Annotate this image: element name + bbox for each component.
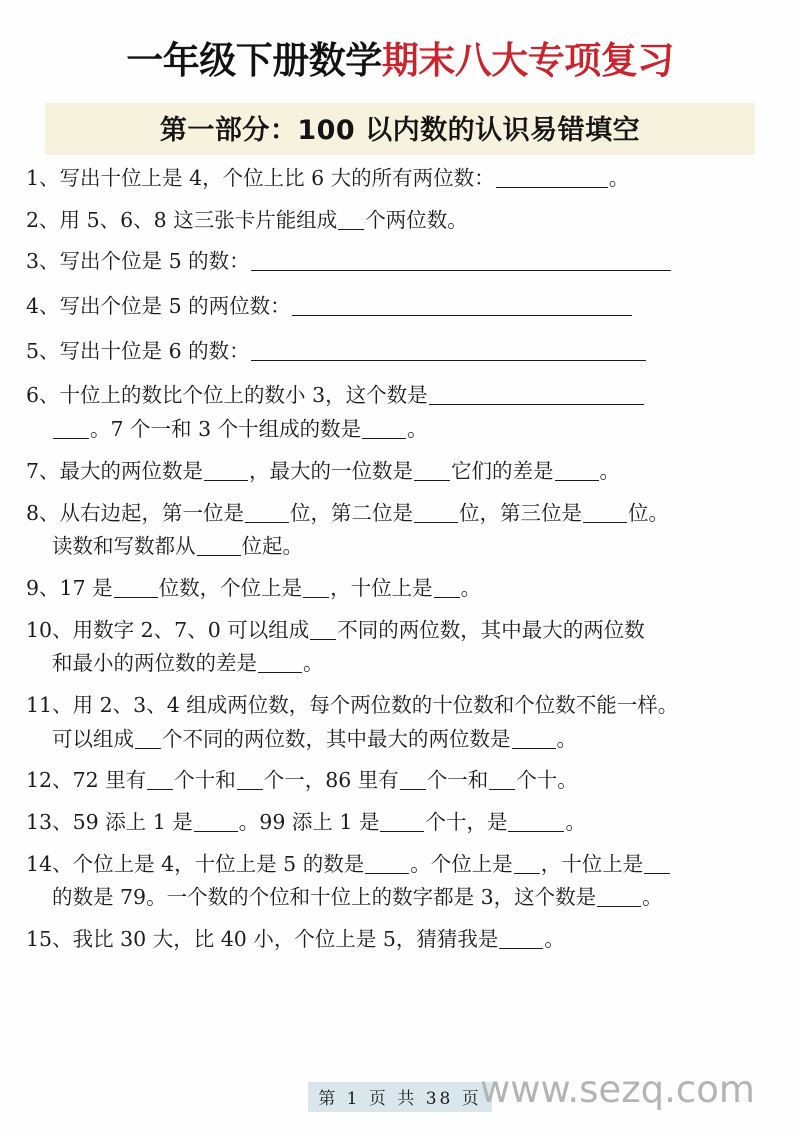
question-text-12a: 72 里有 xyxy=(72,768,147,793)
question-list xyxy=(26,164,778,967)
answer-blank[interactable] xyxy=(292,315,632,316)
question-item-7 xyxy=(26,457,778,486)
page-title-black: 一年级下册数学 xyxy=(126,39,382,82)
question-text-13d: 。 xyxy=(565,810,586,834)
question-text-13b: 。99 添上 1 是 xyxy=(238,810,380,834)
answer-blank[interactable] xyxy=(251,270,671,271)
question-item-5 xyxy=(26,337,778,366)
answer-blank[interactable] xyxy=(644,873,670,874)
answer-blank[interactable] xyxy=(496,187,608,188)
answer-blank[interactable] xyxy=(512,748,556,749)
question-text-7d: 。 xyxy=(599,458,621,483)
question-line-6-2 xyxy=(26,415,778,444)
answer-blank[interactable] xyxy=(135,748,161,749)
question-item-11 xyxy=(26,691,778,753)
question-text-6b: 。7 个一和 3 个十组成的数是 xyxy=(90,417,362,442)
question-text-9a: 17 是 xyxy=(59,575,113,600)
answer-blank[interactable] xyxy=(258,672,302,673)
question-item-15 xyxy=(26,925,778,954)
answer-blank[interactable] xyxy=(245,522,289,523)
question-item-9 xyxy=(26,574,778,603)
answer-blank[interactable] xyxy=(310,639,336,640)
question-text-14a: 个位上是 4，十位上是 5 的数是 xyxy=(72,851,365,876)
question-text-8f: 位起。 xyxy=(241,534,303,559)
question-text-9d: 。 xyxy=(460,575,482,600)
answer-blank[interactable] xyxy=(237,789,263,790)
question-text-10b: 不同的两位数，其中最大的两位数 xyxy=(337,617,645,642)
answer-blank[interactable] xyxy=(514,873,540,874)
question-text-14e: 。 xyxy=(642,885,663,910)
question-text-15b: 。 xyxy=(544,927,565,952)
question-text-11a: 用 2、3、4 组成两位数，每个两位数的十位数和个位数不能一样。 xyxy=(72,692,679,717)
question-text-12b: 个十和 xyxy=(174,768,236,793)
answer-blank[interactable] xyxy=(251,360,646,361)
question-number-6: 6、 xyxy=(26,383,60,408)
page-title xyxy=(0,40,800,83)
question-number-4: 4、 xyxy=(26,294,60,319)
answer-blank[interactable] xyxy=(197,555,241,556)
question-item-12 xyxy=(26,766,778,795)
answer-blank[interactable] xyxy=(429,404,644,405)
answer-blank[interactable] xyxy=(303,597,329,598)
question-text-7b: ，最大的一位数是 xyxy=(249,458,414,483)
answer-blank[interactable] xyxy=(53,438,89,439)
question-number-15: 15、 xyxy=(26,927,73,952)
question-text-12c: 个一，86 里有 xyxy=(263,768,399,793)
answer-blank[interactable] xyxy=(400,789,426,790)
question-line-11-2 xyxy=(26,725,778,754)
answer-blank[interactable] xyxy=(204,480,248,481)
question-text-3a: 写出个位是 5 的数： xyxy=(59,249,250,274)
answer-blank[interactable] xyxy=(555,480,599,481)
question-text-10a: 用数字 2、7、0 可以组成 xyxy=(72,617,310,642)
question-number-7: 7、 xyxy=(26,458,60,483)
question-number-1: 1、 xyxy=(26,166,60,190)
question-line-14-2 xyxy=(26,883,778,912)
answer-blank[interactable] xyxy=(414,522,458,523)
question-item-8 xyxy=(26,499,778,561)
question-number-2: 2、 xyxy=(26,207,60,232)
question-text-2a: 用 5、6、8 这三张卡片能组成 xyxy=(59,207,338,232)
page-number-label: 第 1 页 共 38 页 xyxy=(308,1082,491,1112)
question-text-13c: 个十，是 xyxy=(425,810,508,834)
question-item-4 xyxy=(26,292,778,321)
question-text-14c: ，十位上是 xyxy=(540,851,644,876)
question-text-10c: 和最小的两位数的差是 xyxy=(52,651,257,676)
question-text-11b: 可以组成 xyxy=(52,726,134,751)
answer-blank[interactable] xyxy=(597,906,641,907)
question-text-5a: 写出十位是 6 的数： xyxy=(59,338,250,363)
question-number-14: 14、 xyxy=(26,851,73,876)
question-number-13: 13、 xyxy=(26,810,73,834)
question-item-13 xyxy=(26,808,778,837)
question-text-12d: 个一和 xyxy=(426,768,489,793)
question-number-10: 10、 xyxy=(26,617,73,642)
question-item-2 xyxy=(26,206,778,235)
question-text-8c: 位，第三位是 xyxy=(459,500,583,525)
question-text-10d: 。 xyxy=(303,651,324,676)
question-number-5: 5、 xyxy=(26,338,60,363)
question-text-9b: 位数，个位上是 xyxy=(158,575,303,600)
question-text-14d: 的数是 79。一个数的个位和十位上的数字都是 3，这个数是 xyxy=(52,885,597,910)
question-item-14 xyxy=(26,850,778,912)
question-text-8d: 位。 xyxy=(628,500,670,525)
question-number-3: 3、 xyxy=(26,249,60,274)
question-text-11c: 个不同的两位数，其中最大的两位数是 xyxy=(162,726,511,751)
question-text-4a: 写出个位是 5 的两位数： xyxy=(59,294,291,319)
question-text-9c: ，十位上是 xyxy=(330,575,433,600)
answer-blank[interactable] xyxy=(365,873,409,874)
question-text-6c: 。 xyxy=(407,417,428,442)
answer-blank[interactable] xyxy=(338,229,364,230)
answer-blank[interactable] xyxy=(499,948,543,949)
question-line-8-2 xyxy=(26,532,778,561)
question-text-7c: 它们的差是 xyxy=(451,458,554,483)
answer-blank[interactable] xyxy=(583,522,627,523)
question-number-11: 11、 xyxy=(26,692,73,717)
answer-blank[interactable] xyxy=(114,597,158,598)
question-text-6a: 十位上的数比个位上的数小 3，这个数是 xyxy=(59,383,428,408)
answer-blank[interactable] xyxy=(194,831,238,832)
question-text-11d: 。 xyxy=(556,726,577,751)
answer-blank[interactable] xyxy=(147,789,173,790)
question-item-6 xyxy=(26,381,778,443)
answer-blank[interactable] xyxy=(489,789,515,790)
question-number-9: 9、 xyxy=(26,575,60,600)
site-watermark: www.sezq.com xyxy=(480,1068,755,1111)
section-subtitle: 第一部分：100 以内数的认识易错填空 xyxy=(159,115,641,146)
question-text-15a: 我比 30 大，比 40 小，个位上是 5，猜猜我是 xyxy=(72,927,499,952)
question-text-7a: 最大的两位数是 xyxy=(59,458,204,483)
question-line-10-2 xyxy=(26,649,778,678)
question-text-8b: 位，第二位是 xyxy=(290,500,414,525)
answer-blank[interactable] xyxy=(508,831,564,832)
question-text-14b: 。个位上是 xyxy=(410,851,513,876)
question-item-10 xyxy=(26,616,778,678)
question-item-3 xyxy=(26,247,778,276)
question-text-8a: 从右边起，第一位是 xyxy=(59,500,245,525)
question-text-13a: 59 添上 1 是 xyxy=(72,810,193,834)
page-title-red: 期末八大专项复习 xyxy=(381,39,674,82)
answer-blank[interactable] xyxy=(414,480,450,481)
answer-blank[interactable] xyxy=(380,831,424,832)
question-number-8: 8、 xyxy=(26,500,60,525)
question-text-8e: 读数和写数都从 xyxy=(52,534,196,559)
question-text-1a: 写出十位上是 4，个位上比 6 大的所有两位数： xyxy=(59,166,495,190)
question-item-1 xyxy=(26,164,778,193)
answer-blank[interactable] xyxy=(434,597,460,598)
answer-blank[interactable] xyxy=(362,438,406,439)
question-text-1b: 。 xyxy=(608,166,630,190)
question-text-12e: 个十。 xyxy=(516,768,578,793)
question-number-12: 12、 xyxy=(26,768,73,793)
question-text-2b: 个两位数。 xyxy=(365,207,468,232)
